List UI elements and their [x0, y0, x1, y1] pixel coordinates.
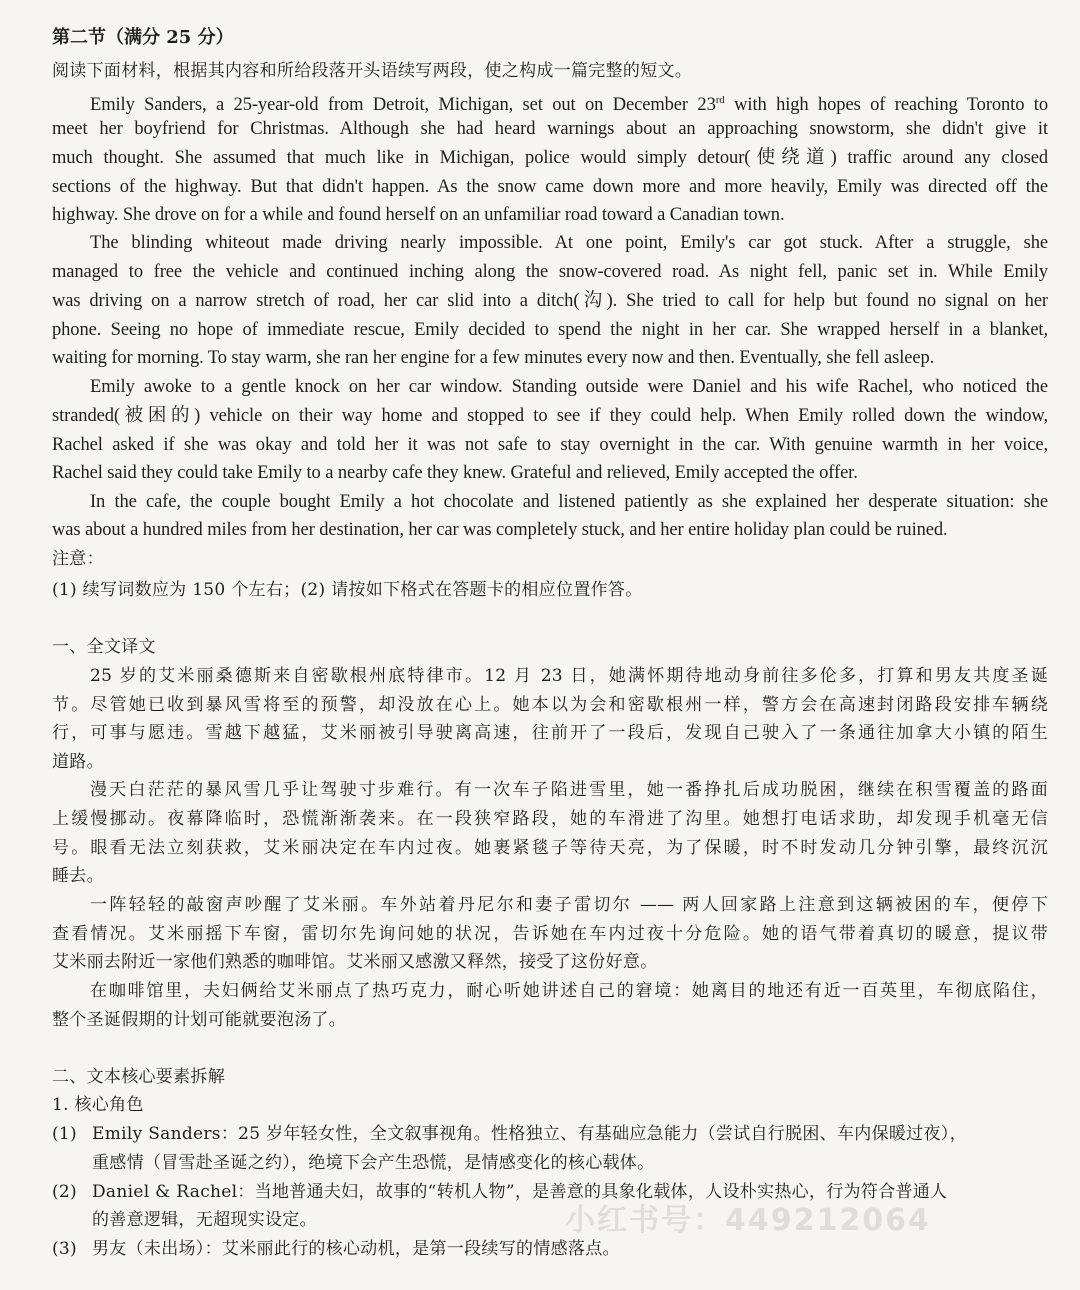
passage-line: much thought. She assumed that much like in Michigan, police would simply detour(使绕道) traffic around any closed	[52, 148, 1048, 168]
translation-line: 一阵轻轻的敲窗声吵醒了艾米丽。车外站着丹尼尔和妻子雷切尔 —— 两人回家路上注意到这辆被困的车，便停下	[90, 895, 1048, 915]
translation-line: 道路。	[52, 752, 104, 772]
passage-line: Rachel said they could take Emily to a nearby cafe they knew. Grateful and relieved, Emily accepted the offer.	[52, 463, 858, 483]
translation-heading: 一、全文译文	[52, 637, 156, 657]
passage-line: waiting for morning. To stay warm, she ran her engine for a few minutes every now and then. Eventually, she fell asleep.	[52, 348, 935, 368]
passage-line: highway. She drove on for a while and found herself on an unfamiliar road toward a Canadian town.	[52, 205, 785, 225]
translation-line: 在咖啡馆里，夫妇俩给艾米丽点了热巧克力，耐心听她讲述自己的窘境：她离目的地还有近一百英里，车彻底陷住，	[90, 981, 1048, 1001]
translation-line: 艾米丽去附近一家他们熟悉的咖啡馆。艾米丽又感激又释然，接受了这份好意。	[52, 952, 658, 972]
role-number: (3)	[52, 1239, 77, 1259]
role-text: 的善意逻辑，无超现实设定。	[92, 1210, 317, 1230]
note-label: 注意：	[52, 549, 104, 569]
passage-line: meet her boyfriend for Christmas. Although she had heard warnings about an approaching snowstorm, she didn't give it	[52, 119, 1048, 139]
translation-line: 号。眼看无法立刻获救，艾米丽决定在车内过夜。她裹紧毯子等待天亮，为了保暖，时不时发动几分钟引擎，最终沉沉	[52, 838, 1048, 858]
translation-line: 整个圣诞假期的计划可能就要泡汤了。	[52, 1010, 347, 1030]
translation-line: 节。尽管她已收到暴风雪将至的预警，却没放在心上。她本以为会和密歇根州一样，警方会在高速封闭路段安排车辆绕	[52, 695, 1048, 715]
translation-line: 漫天白茫茫的暴风雪几乎让驾驶寸步难行。有一次车子陷进雪里，她一番挣扎后成功脱困，继续在积雪覆盖的路面	[90, 780, 1048, 800]
passage-line: phone. Seeing no hope of immediate rescue, Emily decided to spend the night in her car. She wrapped herself in a blanket,	[52, 320, 1048, 340]
passage-line: Emily Sanders, a 25-year-old from Detroit, Michigan, set out on December 23rd with high hopes of reaching Toronto to	[90, 94, 1048, 116]
translation-line: 行，可事与愿违。雪越下越猛，艾米丽被引导驶离高速，往前开了一段后，发现自己驶入了一条通往加拿大小镇的陌生	[52, 723, 1048, 743]
passage-line: managed to free the vehicle and continued inching along the snow-covered road. As night fell, panic set in. While Emily	[52, 262, 1048, 282]
role-text: 重感情（冒雪赴圣诞之约），绝境下会产生恐慌，是情感变化的核心载体。	[92, 1153, 655, 1173]
passage-line: Emily awoke to a gentle knock on her car window. Standing outside were Daniel and his wife Rachel, who noticed the	[90, 377, 1048, 397]
role-number: (2)	[52, 1182, 77, 1202]
instruction-text: 阅读下面材料，根据其内容和所给段落开头语续写两段，使之构成一篇完整的短文。	[52, 61, 693, 81]
passage-line: was about a hundred miles from her destination, her car was completely stuck, and her entire holiday plan could be ruined.	[52, 520, 948, 540]
watermark: 小红书号：449212064	[565, 1203, 931, 1238]
passage-line: In the cafe, the couple bought Emily a hot chocolate and listened patiently as she explained her desperate situation: she	[90, 492, 1048, 512]
passage-line: sections of the highway. But that didn't happen. As the snow came down more and more heavily, Emily was directed off the	[52, 177, 1048, 197]
note-text: (1) 续写词数应为 150 个左右；(2) 请按如下格式在答题卡的相应位置作答。	[52, 580, 643, 600]
analysis-heading: 二、文本核心要素拆解	[52, 1067, 225, 1087]
section-title: 第二节（满分 25 分）	[52, 27, 234, 48]
role-number: (1)	[52, 1124, 77, 1144]
role-text: Daniel & Rachel：当地普通夫妇，故事的“转机人物”，是善意的具象化载体，人设朴实热心，行为符合普通人	[92, 1182, 948, 1202]
core-roles-heading: 1. 核心角色	[52, 1095, 144, 1115]
passage-line: was driving on a narrow stretch of road, her car slid into a ditch(沟). She tried to call for help but found no signal on her	[52, 291, 1048, 311]
translation-line: 25 岁的艾米丽桑德斯来自密歇根州底特律市。12 月 23 日，她满怀期待地动身前往多伦多，打算和男友共度圣诞	[90, 666, 1048, 686]
ordinal-suffix: rd	[715, 94, 725, 106]
passage-line: The blinding whiteout made driving nearly impossible. At one point, Emily's car got stuck. After a struggle, she	[90, 233, 1048, 253]
passage-line: stranded(被困的) vehicle on their way home and stopped to see if they could help. When Emily rolled down the window,	[52, 406, 1048, 426]
translation-line: 查看情况。艾米丽摇下车窗，雷切尔先询问她的状况，告诉她在车内过夜十分危险。她的语气带着真切的暖意，提议带	[52, 924, 1048, 944]
translation-line: 睡去。	[52, 866, 104, 886]
translation-line: 上缓慢挪动。夜幕降临时，恐慌渐渐袭来。在一段狭窄路段，她的车滑进了沟里。她想打电话求助，却发现手机毫无信	[52, 809, 1048, 829]
role-text: Emily Sanders：25 岁年轻女性，全文叙事视角。性格独立、有基础应急能力（尝试自行脱困、车内保暖过夜），	[92, 1124, 967, 1144]
role-text: 男友（未出场）：艾米丽此行的核心动机，是第一段续写的情感落点。	[92, 1239, 620, 1259]
passage-line: Rachel asked if she was okay and told her it was not safe to stay overnight in the car. With genuine warmth in her voice,	[52, 435, 1048, 455]
